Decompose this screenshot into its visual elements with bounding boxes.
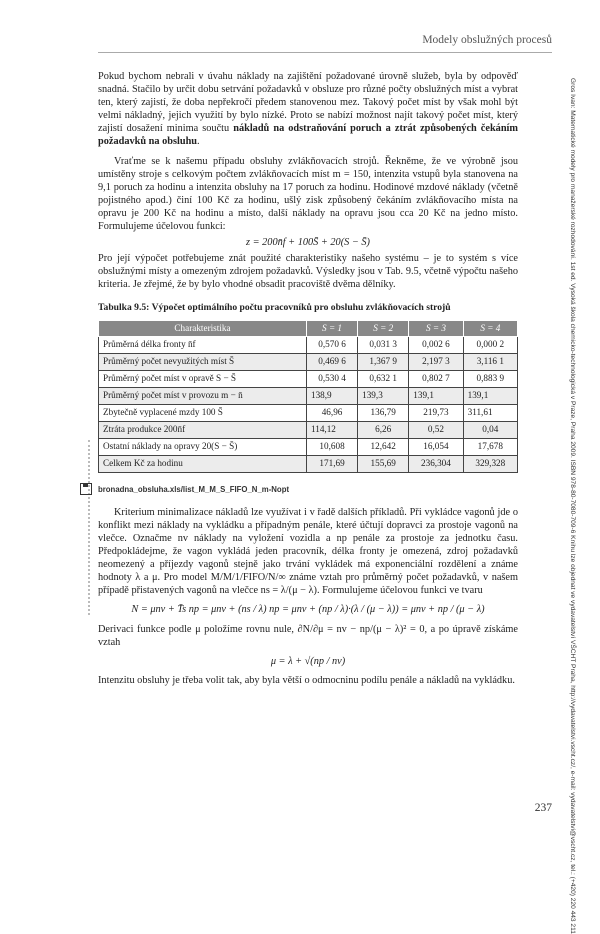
table-cell: 0,802 7 bbox=[409, 370, 463, 387]
table-header: S = 3 bbox=[409, 320, 463, 336]
table-cell: 12,642 bbox=[358, 438, 409, 455]
table-row bbox=[99, 353, 518, 370]
table-cell: 0,031 3 bbox=[358, 336, 409, 353]
sidebar-citation bbox=[565, 78, 579, 934]
table-cell: 139,3 bbox=[358, 387, 409, 404]
file-reference bbox=[80, 483, 518, 496]
paragraph-5: Derivaci funkce podle μ položíme rovnu nule, ∂N/∂μ = nv − np/(μ − λ)² = 0, a po úpravě získáme vztah bbox=[98, 623, 518, 648]
table-cell: Celkem Kč za hodinu bbox=[99, 455, 307, 472]
header-rule bbox=[98, 52, 552, 53]
table-cell: 136,79 bbox=[358, 404, 409, 421]
table-cell: 0,002 6 bbox=[409, 336, 463, 353]
service-rate-formula: μ = λ + √(np / nv) bbox=[270, 655, 346, 667]
table-row bbox=[99, 336, 518, 353]
table-cell: 236,304 bbox=[409, 455, 463, 472]
table-header: S = 4 bbox=[463, 320, 517, 336]
table-cell: 3,116 1 bbox=[463, 353, 517, 370]
table-cell: 0,883 9 bbox=[463, 370, 517, 387]
table-row bbox=[99, 370, 518, 387]
paragraph-6: Intenzitu obsluhy je třeba volit tak, aby byla větší o odmocninu podílu penále a nákladů na vykládku. bbox=[98, 674, 515, 686]
paragraph-1-text: Pokud bychom nebrali v úvahu náklady na zajištění požadované úrovně služeb, byla by odpověď snadná. Stačilo by určit dobu setrvání požadavků v obsluze pro různé počty obslužných míst a vybrat ten, který zajistí, že doba nepřekročí předem stanovenou mez. Takový počet míst by však mohl být velmi nákladný, jejich využití by bylo nízké. Proto se nabízí možnost najít takový počet míst, který zajistí dosažení minima součtu bbox=[98, 71, 518, 135]
paragraph-1 bbox=[98, 70, 518, 149]
table-cell: Zbytečně vyplacené mzdy 100 S̄ bbox=[99, 404, 307, 421]
table-cell: 17,678 bbox=[463, 438, 517, 455]
cost-function-formula: N = μnv + T̄s np = μnv + (ns / λ) np = μnv + (np / λ)·(λ / (μ − λ)) = μnv + np / (μ − λ) bbox=[131, 604, 485, 616]
table-cell: Průměrná délka fronty n̄f bbox=[99, 336, 307, 353]
table-cell: 138,9 bbox=[306, 387, 357, 404]
floppy-disk-icon bbox=[80, 483, 92, 495]
running-header: Modely obslužných procesů bbox=[422, 34, 552, 46]
page-number: 237 bbox=[534, 802, 552, 814]
paragraph-1-bold: nákladů na odstraňování poruch a ztrát způsobených čekáním požadavků na obsluhu bbox=[98, 123, 518, 148]
paragraph-1-end: . bbox=[197, 136, 200, 148]
table-cell: Ostatní náklady na opravy 20(S − S̄) bbox=[99, 438, 307, 455]
paragraph-2: Vraťme se k našemu případu obsluhy zvlákňovacích strojů. Řekněme, že ve výrobně jsou umístěny stroje s celkovým počtem zvlákňovacích míst m = 150, intenzita vstupů byla stanovena na 9,1 poruch za hodinu a intenzita obsluhy na 17 poruch za hodinu. Hodinové mzdové náklady (včetně pojistného apod.) činí 100 Kč za hodinu, ušlý zisk způsobený čekáním zvlákňovacího místa na opravu je 200 Kč na hodinu a místo, další náklady na opravu jsou cca 20 Kč na jedno místo. Formulujeme účelovou funkci: bbox=[98, 155, 518, 233]
table-cell: 219,73 bbox=[409, 404, 463, 421]
table-cell: Průměrný počet nevyužitých míst S̄ bbox=[99, 353, 307, 370]
table-header: S = 1 bbox=[306, 320, 357, 336]
results-table bbox=[98, 320, 518, 473]
table-cell: Průměrný počet míst v provozu m − n̄ bbox=[99, 387, 307, 404]
table-cell: Průměrný počet míst v opravě S − S̄ bbox=[99, 370, 307, 387]
table-row bbox=[99, 438, 518, 455]
table-row bbox=[99, 404, 518, 421]
margin-dotted-line bbox=[88, 440, 90, 615]
table-cell: 0,04 bbox=[463, 421, 517, 438]
table-cell: 311,61 bbox=[463, 404, 517, 421]
table-cell: 0,530 4 bbox=[306, 370, 357, 387]
table-cell: 1,367 9 bbox=[358, 353, 409, 370]
table-cell: 139,1 bbox=[409, 387, 463, 404]
sidebar-citation-text: Gros Ivan: Matematické modely pro manažerské rozhodování. 1st ed. Vysoká škola chemicko-technologická v Praze, Praha 2009. ISBN 978-80-7080-709-6 Knihu lze objednat ve vydavatelství VŠCHT Praha, http://vydavatelstvi.vscht.cz/, e-mail: vydavatelstvi@vscht.cz, tel.: (+420) 220 443 211 bbox=[569, 78, 576, 934]
page-body bbox=[98, 70, 518, 687]
table-header: Charakteristika bbox=[99, 320, 307, 336]
table-cell: 155,69 bbox=[358, 455, 409, 472]
table-cell: 0,52 bbox=[409, 421, 463, 438]
table-title: Tabulka 9.5: Výpočet optimálního počtu pracovníků pro obsluhu zvlákňovacích strojů bbox=[98, 301, 451, 313]
table-cell: 16,054 bbox=[409, 438, 463, 455]
table-row bbox=[99, 455, 518, 472]
table-cell: 46,96 bbox=[306, 404, 357, 421]
table-cell: 139,1 bbox=[463, 387, 517, 404]
table-row bbox=[99, 421, 518, 438]
table-cell: 114,12 bbox=[306, 421, 357, 438]
table-cell: 0,570 6 bbox=[306, 336, 357, 353]
table-cell: 6,26 bbox=[358, 421, 409, 438]
table-row bbox=[99, 387, 518, 404]
table-cell: 0,000 2 bbox=[463, 336, 517, 353]
table-header: S = 2 bbox=[358, 320, 409, 336]
paragraph-3: Pro její výpočet potřebujeme znát použité charakteristiky našeho systému – je to systém s více obslužnými místy a omezeným zdrojem požadavků. Výsledky jsou v Tab. 9.5, včetně výpočtu našeho kriteria. Je zřejmé, že by bylo vhodné obsadit pracoviště dvěma dělníky. bbox=[98, 253, 518, 291]
table-cell: 329,328 bbox=[463, 455, 517, 472]
table-cell: 0,632 1 bbox=[358, 370, 409, 387]
paragraph-4: Kriterium minimalizace nákladů lze využívat i v řadě dalších příkladů. Při vykládce vagonů jde o konflikt mezi náklady na vykládku a případným penále, které účtují dopravci za prostoje vagonů na vlečce. Označme nv náklady na vyložení vozidla a np penále za prostoje za jednotku času. Předpokládejme, že vagon vykládá jeden pracovník, délka fronty je omezená, zdroj požadavků neomezený a příjezdy vagonů stejně jako trvání vykládek má exponenciální rozdělení a známe hodnoty λ a μ. Pro model M/M/1/FIFO/N/∞ známe vztah pro průměrný počet požadavků, v našem případě přistavených vagonů na vlečce ns = λ/(μ − λ). Formulujeme účelovou funkci ve tvaru bbox=[98, 506, 518, 597]
objective-formula: z = 200n̄f + 100S̄ + 20(S − S̄) bbox=[246, 237, 370, 249]
table-cell: Ztráta produkce 200n̄f bbox=[99, 421, 307, 438]
table-cell: 0,469 6 bbox=[306, 353, 357, 370]
table-cell: 171,69 bbox=[306, 455, 357, 472]
file-reference-text: bronadna_obsluha.xls/list_M_M_S_FIFO_N_m-Nopt bbox=[98, 484, 290, 494]
table-header-row bbox=[99, 320, 518, 336]
table-cell: 10,608 bbox=[306, 438, 357, 455]
table-cell: 2,197 3 bbox=[409, 353, 463, 370]
